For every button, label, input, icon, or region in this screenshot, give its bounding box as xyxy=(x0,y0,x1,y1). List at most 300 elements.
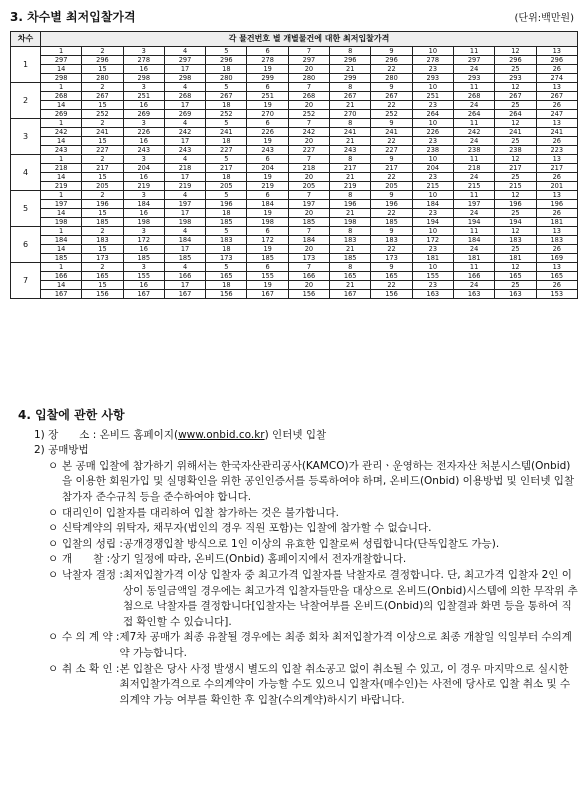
price-cell: 196 xyxy=(82,200,123,209)
item-number-cell: 24 xyxy=(453,65,494,74)
item-number-cell: 12 xyxy=(495,119,536,128)
item-number-cell: 21 xyxy=(330,173,371,182)
price-cell: 184 xyxy=(288,236,329,245)
price-cell: 194 xyxy=(453,218,494,227)
table-row xyxy=(11,164,578,173)
price-cell: 293 xyxy=(453,74,494,83)
price-cell: 243 xyxy=(123,146,164,155)
item-number-cell: 1 xyxy=(41,47,82,56)
item-number-cell: 12 xyxy=(495,155,536,164)
price-table-body xyxy=(11,47,578,299)
item-number-cell: 26 xyxy=(536,245,577,254)
price-cell: 185 xyxy=(41,254,82,263)
price-cell: 183 xyxy=(536,236,577,245)
item-number-cell: 25 xyxy=(495,209,536,218)
method-items xyxy=(10,459,580,709)
table-row xyxy=(11,209,578,218)
price-cell: 163 xyxy=(453,290,494,299)
price-cell: 298 xyxy=(123,74,164,83)
price-cell: 251 xyxy=(412,92,453,101)
item-number-cell: 15 xyxy=(82,209,123,218)
price-cell: 183 xyxy=(495,236,536,245)
item-number-cell: 26 xyxy=(536,101,577,110)
item-number-cell: 15 xyxy=(82,281,123,290)
price-cell: 165 xyxy=(495,272,536,281)
method-item xyxy=(48,521,580,537)
table-row xyxy=(11,281,578,290)
price-cell: 223 xyxy=(536,146,577,155)
method-title: 2) 공매방법 xyxy=(34,444,89,457)
table-row xyxy=(11,200,578,209)
item-number-cell: 17 xyxy=(164,245,205,254)
place-post: ) 인터넷 입찰 xyxy=(264,428,327,441)
item-number-cell: 20 xyxy=(288,281,329,290)
price-cell: 238 xyxy=(495,146,536,155)
price-cell: 278 xyxy=(247,56,288,65)
price-cell: 296 xyxy=(371,56,412,65)
item-number-cell: 5 xyxy=(206,119,247,128)
price-cell: 217 xyxy=(371,164,412,173)
method-item-text: 공개경쟁입찰 방식으로 1인 이상의 유효한 입찰로써 성립합니다(단독입찰도 가능). xyxy=(122,537,500,550)
price-cell: 298 xyxy=(41,74,82,83)
price-cell: 183 xyxy=(330,236,371,245)
item-number-cell: 17 xyxy=(164,281,205,290)
item-number-cell: 9 xyxy=(371,119,412,128)
bullet-marker: ㅇ xyxy=(48,553,59,566)
item-number-cell: 15 xyxy=(82,245,123,254)
price-cell: 198 xyxy=(330,218,371,227)
item-number-cell: 12 xyxy=(495,83,536,92)
item-number-cell: 16 xyxy=(123,65,164,74)
item-number-cell: 9 xyxy=(371,155,412,164)
item-number-cell: 19 xyxy=(247,281,288,290)
price-cell: 218 xyxy=(41,164,82,173)
unit-label: (단위:백만원) xyxy=(514,13,574,24)
price-cell: 226 xyxy=(412,128,453,137)
item-number-cell: 4 xyxy=(164,47,205,56)
item-number-cell: 24 xyxy=(453,281,494,290)
price-cell: 243 xyxy=(330,146,371,155)
item-number-cell: 21 xyxy=(330,245,371,254)
item-number-cell: 24 xyxy=(453,209,494,218)
item-number-cell: 7 xyxy=(288,47,329,56)
price-cell: 226 xyxy=(247,128,288,137)
item-number-cell: 12 xyxy=(495,227,536,236)
item-number-cell: 23 xyxy=(412,101,453,110)
method-item-key: 개 찰 : xyxy=(62,553,111,566)
table-row xyxy=(11,227,578,236)
item-number-cell: 13 xyxy=(536,227,577,236)
price-cell: 197 xyxy=(41,200,82,209)
price-cell: 247 xyxy=(536,110,577,119)
header-main: 각 물건번호 별 개별물건에 대한 최저입찰가격 xyxy=(41,32,578,47)
price-cell: 252 xyxy=(288,110,329,119)
item-number-cell: 7 xyxy=(288,227,329,236)
item-number-cell: 2 xyxy=(82,263,123,272)
item-number-cell: 3 xyxy=(123,119,164,128)
item-number-cell: 16 xyxy=(123,245,164,254)
item-number-cell: 14 xyxy=(41,209,82,218)
item-number-cell: 14 xyxy=(41,173,82,182)
item-number-cell: 6 xyxy=(247,83,288,92)
item-number-cell: 20 xyxy=(288,245,329,254)
table-row xyxy=(11,119,578,128)
price-cell: 184 xyxy=(123,200,164,209)
method-item xyxy=(48,630,580,661)
price-cell: 219 xyxy=(164,182,205,191)
price-cell: 181 xyxy=(536,218,577,227)
item-number-cell: 23 xyxy=(412,281,453,290)
item-number-cell: 13 xyxy=(536,119,577,128)
item-number-cell: 20 xyxy=(288,65,329,74)
price-cell: 184 xyxy=(453,236,494,245)
price-cell: 269 xyxy=(123,110,164,119)
price-cell: 198 xyxy=(164,218,205,227)
item-number-cell: 8 xyxy=(330,155,371,164)
price-cell: 296 xyxy=(330,56,371,65)
price-cell: 173 xyxy=(371,254,412,263)
method-item xyxy=(48,459,580,506)
item-number-cell: 7 xyxy=(288,119,329,128)
price-cell: 166 xyxy=(41,272,82,281)
price-cell: 163 xyxy=(412,290,453,299)
price-cell: 185 xyxy=(371,218,412,227)
table-row xyxy=(11,155,578,164)
price-cell: 269 xyxy=(41,110,82,119)
price-cell: 166 xyxy=(453,272,494,281)
price-cell: 185 xyxy=(82,218,123,227)
method-item xyxy=(48,568,580,630)
price-cell: 280 xyxy=(206,74,247,83)
item-number-cell: 16 xyxy=(123,101,164,110)
price-cell: 167 xyxy=(330,290,371,299)
price-cell: 194 xyxy=(412,218,453,227)
item-number-cell: 24 xyxy=(453,101,494,110)
table-row xyxy=(11,83,578,92)
price-cell: 215 xyxy=(495,182,536,191)
bullet-marker: ㅇ xyxy=(48,568,59,581)
min-bid-price-table xyxy=(10,31,578,299)
item-number-cell: 24 xyxy=(453,137,494,146)
item-number-cell: 9 xyxy=(371,191,412,200)
price-cell: 196 xyxy=(330,200,371,209)
price-cell: 268 xyxy=(453,92,494,101)
item-number-cell: 2 xyxy=(82,191,123,200)
table-row xyxy=(11,146,578,155)
item-number-cell: 11 xyxy=(453,155,494,164)
price-cell: 156 xyxy=(82,290,123,299)
price-cell: 184 xyxy=(41,236,82,245)
price-cell: 267 xyxy=(536,92,577,101)
price-cell: 297 xyxy=(453,56,494,65)
method-item-text: 본 공매 입찰에 참가하기 위해서는 한국자산관리공사(KAMCO)가 관리ㆍ운영하는 전자자산 처분시스템(Onbid)을 이용한 회원가입 및 실명확인을 위한 공인인증서를 등록하여야 하며, 온비드(Onbid) 이용방법 및 인터넷 입찰참가자 준수규칙 등을 준수하여야 합니다. xyxy=(62,459,575,503)
item-number-cell: 15 xyxy=(82,173,123,182)
price-cell: 252 xyxy=(206,110,247,119)
price-cell: 267 xyxy=(206,92,247,101)
price-cell: 173 xyxy=(288,254,329,263)
item-number-cell: 14 xyxy=(41,101,82,110)
item-number-cell: 5 xyxy=(206,191,247,200)
price-cell: 241 xyxy=(371,128,412,137)
item-number-cell: 23 xyxy=(412,209,453,218)
price-cell: 251 xyxy=(247,92,288,101)
item-number-cell: 18 xyxy=(206,65,247,74)
price-cell: 297 xyxy=(164,56,205,65)
item-number-cell: 18 xyxy=(206,101,247,110)
price-cell: 185 xyxy=(247,254,288,263)
item-number-cell: 26 xyxy=(536,65,577,74)
price-cell: 243 xyxy=(164,146,205,155)
onbid-link[interactable]: www.onbid.co.kr xyxy=(178,428,265,441)
section-3-title: 3. 차수별 최저입찰가격 xyxy=(10,10,136,24)
price-cell: 242 xyxy=(288,128,329,137)
bullet-marker: ㅇ xyxy=(48,459,59,472)
price-cell: 243 xyxy=(41,146,82,155)
item-number-cell: 18 xyxy=(206,209,247,218)
price-cell: 217 xyxy=(82,164,123,173)
item-number-cell: 19 xyxy=(247,209,288,218)
item-number-cell: 4 xyxy=(164,83,205,92)
price-cell: 296 xyxy=(536,56,577,65)
price-cell: 198 xyxy=(123,218,164,227)
item-number-cell: 4 xyxy=(164,155,205,164)
item-number-cell: 9 xyxy=(371,227,412,236)
table-row xyxy=(11,92,578,101)
method-item-key: 입찰의 성립 : xyxy=(62,537,123,550)
round-cell: 3 xyxy=(11,119,41,155)
item-number-cell: 12 xyxy=(495,263,536,272)
item-number-cell: 23 xyxy=(412,137,453,146)
price-cell: 181 xyxy=(412,254,453,263)
item-number-cell: 6 xyxy=(247,263,288,272)
price-cell: 165 xyxy=(371,272,412,281)
item-number-cell: 8 xyxy=(330,227,371,236)
price-cell: 252 xyxy=(82,110,123,119)
price-cell: 198 xyxy=(41,218,82,227)
item-number-cell: 18 xyxy=(206,281,247,290)
item-number-cell: 13 xyxy=(536,83,577,92)
item-number-cell: 20 xyxy=(288,173,329,182)
table-row xyxy=(11,218,578,227)
table-row xyxy=(11,272,578,281)
table-row xyxy=(11,128,578,137)
price-cell: 267 xyxy=(82,92,123,101)
item-number-cell: 26 xyxy=(536,137,577,146)
price-cell: 155 xyxy=(247,272,288,281)
price-cell: 215 xyxy=(453,182,494,191)
item-number-cell: 11 xyxy=(453,47,494,56)
price-cell: 204 xyxy=(412,164,453,173)
item-number-cell: 2 xyxy=(82,119,123,128)
item-number-cell: 2 xyxy=(82,227,123,236)
price-cell: 166 xyxy=(164,272,205,281)
price-cell: 181 xyxy=(453,254,494,263)
item-number-cell: 6 xyxy=(247,227,288,236)
item-number-cell: 25 xyxy=(495,65,536,74)
price-cell: 155 xyxy=(412,272,453,281)
table-row xyxy=(11,236,578,245)
price-cell: 219 xyxy=(247,182,288,191)
price-cell: 166 xyxy=(288,272,329,281)
item-number-cell: 3 xyxy=(123,191,164,200)
price-cell: 227 xyxy=(206,146,247,155)
price-cell: 296 xyxy=(495,56,536,65)
item-number-cell: 8 xyxy=(330,191,371,200)
item-number-cell: 11 xyxy=(453,263,494,272)
price-cell: 184 xyxy=(164,236,205,245)
item-number-cell: 8 xyxy=(330,119,371,128)
table-row xyxy=(11,191,578,200)
price-cell: 270 xyxy=(330,110,371,119)
item-number-cell: 8 xyxy=(330,47,371,56)
item-number-cell: 6 xyxy=(247,155,288,164)
price-cell: 205 xyxy=(371,182,412,191)
item-number-cell: 8 xyxy=(330,263,371,272)
section-3-header xyxy=(10,8,578,26)
table-row xyxy=(11,101,578,110)
table-row xyxy=(11,263,578,272)
price-cell: 268 xyxy=(41,92,82,101)
item-number-cell: 11 xyxy=(453,191,494,200)
price-cell: 197 xyxy=(453,200,494,209)
item-number-cell: 4 xyxy=(164,119,205,128)
section-4 xyxy=(10,408,580,708)
price-cell: 185 xyxy=(164,254,205,263)
item-number-cell: 2 xyxy=(82,47,123,56)
table-row xyxy=(11,110,578,119)
price-cell: 167 xyxy=(247,290,288,299)
price-cell: 227 xyxy=(288,146,329,155)
section-4-title: 4. 입찰에 관한 사항 xyxy=(18,408,125,422)
price-cell: 243 xyxy=(247,146,288,155)
price-cell: 167 xyxy=(123,290,164,299)
price-cell: 227 xyxy=(371,146,412,155)
price-cell: 165 xyxy=(206,272,247,281)
price-cell: 218 xyxy=(453,164,494,173)
header-round: 차수 xyxy=(11,32,41,47)
item-number-cell: 10 xyxy=(412,119,453,128)
item-number-cell: 3 xyxy=(123,83,164,92)
item-number-cell: 5 xyxy=(206,83,247,92)
price-cell: 270 xyxy=(247,110,288,119)
price-cell: 278 xyxy=(123,56,164,65)
table-row xyxy=(11,290,578,299)
method-item-key: 낙찰자 결정 : xyxy=(62,568,123,581)
item-number-cell: 21 xyxy=(330,101,371,110)
item-number-cell: 25 xyxy=(495,101,536,110)
item-number-cell: 7 xyxy=(288,191,329,200)
method-item-text: 본 입찰은 당사 사정 발생시 별도의 입찰 취소공고 없이 취소될 수 있고, 이 경우 마지막으로 실시한 최저입찰가격으로 수의계약이 가능할 수도 있으니 입찰자(매수인)는 사전에 당사로 입찰 취소 및 수의계약 가능 여부를 확인한 후 입찰(수의계약)하시기 바랍니다. xyxy=(119,662,571,706)
table-row xyxy=(11,182,578,191)
price-cell: 172 xyxy=(412,236,453,245)
item-number-cell: 20 xyxy=(288,137,329,146)
method-item xyxy=(48,662,580,709)
item-number-cell: 10 xyxy=(412,263,453,272)
item-number-cell: 22 xyxy=(371,137,412,146)
table-row xyxy=(11,173,578,182)
item-number-cell: 3 xyxy=(123,155,164,164)
item-number-cell: 25 xyxy=(495,281,536,290)
price-cell: 196 xyxy=(371,200,412,209)
price-cell: 241 xyxy=(82,128,123,137)
price-cell: 299 xyxy=(330,74,371,83)
price-cell: 217 xyxy=(536,164,577,173)
item-number-cell: 16 xyxy=(123,281,164,290)
round-cell: 2 xyxy=(11,83,41,119)
price-cell: 204 xyxy=(247,164,288,173)
table-header-row xyxy=(11,32,578,47)
price-cell: 196 xyxy=(536,200,577,209)
item-number-cell: 9 xyxy=(371,263,412,272)
item-number-cell: 5 xyxy=(206,155,247,164)
price-cell: 267 xyxy=(371,92,412,101)
item-number-cell: 6 xyxy=(247,119,288,128)
price-cell: 241 xyxy=(330,128,371,137)
price-cell: 264 xyxy=(495,110,536,119)
price-cell: 299 xyxy=(247,74,288,83)
item-number-cell: 15 xyxy=(82,101,123,110)
item-number-cell: 1 xyxy=(41,191,82,200)
item-number-cell: 20 xyxy=(288,101,329,110)
bullet-marker: ㅇ xyxy=(48,662,59,675)
item-number-cell: 1 xyxy=(41,263,82,272)
price-cell: 167 xyxy=(41,290,82,299)
item-number-cell: 11 xyxy=(453,119,494,128)
round-cell: 1 xyxy=(11,47,41,83)
method-item-text: 최저입찰가격 이상 입찰자 중 최고가격 입찰자를 낙찰자로 결정합니다. 단, 최고가격 입찰자 2인 이상이 동일금액일 경우에는 최고가격 입찰자들만을 대상으로 온비드(Onbid)시스템에 의한 무작위 추첨으로 낙찰자를 결정합니다[입찰자는 낙찰여부를 온비드(Onbid)의 입찰결과 화면 등을 통하여 직접 확인할 수 있습니다]. xyxy=(122,568,578,628)
bullet-marker: ㅇ xyxy=(48,631,59,644)
bullet-marker: ㅇ xyxy=(48,537,59,550)
price-cell: 268 xyxy=(288,92,329,101)
price-cell: 280 xyxy=(82,74,123,83)
item-number-cell: 24 xyxy=(453,245,494,254)
bullet-marker: ㅇ xyxy=(48,522,59,535)
item-number-cell: 17 xyxy=(164,209,205,218)
item-number-cell: 2 xyxy=(82,83,123,92)
price-cell: 251 xyxy=(123,92,164,101)
item-number-cell: 1 xyxy=(41,119,82,128)
item-number-cell: 16 xyxy=(123,137,164,146)
item-number-cell: 23 xyxy=(412,65,453,74)
item-number-cell: 5 xyxy=(206,263,247,272)
price-cell: 226 xyxy=(123,128,164,137)
item-number-cell: 26 xyxy=(536,173,577,182)
method-item-text: 제7차 공매가 최종 유찰될 경우에는 최종 회차 최저입찰가격 이상으로 최종 개찰일 익일부터 수의계약 가능합니다. xyxy=(119,631,572,659)
item-number-cell: 20 xyxy=(288,209,329,218)
item-number-cell: 5 xyxy=(206,227,247,236)
price-cell: 172 xyxy=(247,236,288,245)
price-cell: 185 xyxy=(123,254,164,263)
price-cell: 204 xyxy=(123,164,164,173)
item-number-cell: 14 xyxy=(41,137,82,146)
price-cell: 269 xyxy=(164,110,205,119)
price-cell: 238 xyxy=(453,146,494,155)
item-number-cell: 16 xyxy=(123,173,164,182)
price-cell: 241 xyxy=(495,128,536,137)
method-item-text: 신탁계약의 위탁자, 채무자(법인의 경우 직원 포함)는 입찰에 참가할 수 없습니다. xyxy=(62,522,432,535)
item-number-cell: 10 xyxy=(412,227,453,236)
price-cell: 156 xyxy=(288,290,329,299)
item-number-cell: 17 xyxy=(164,173,205,182)
price-cell: 293 xyxy=(495,74,536,83)
method-item xyxy=(48,552,580,568)
price-cell: 218 xyxy=(288,164,329,173)
price-cell: 293 xyxy=(412,74,453,83)
price-cell: 205 xyxy=(206,182,247,191)
item-number-cell: 6 xyxy=(247,47,288,56)
table-row xyxy=(11,56,578,65)
price-cell: 198 xyxy=(247,218,288,227)
